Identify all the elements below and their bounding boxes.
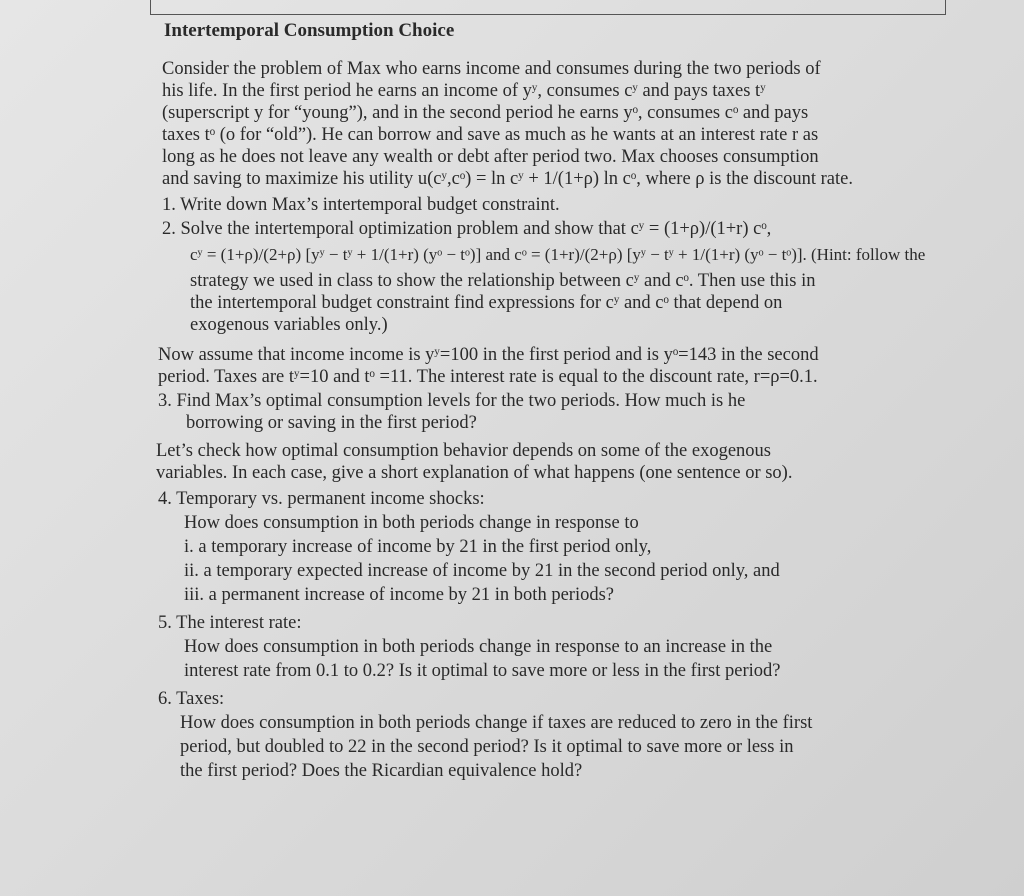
paragraph-line: and saving to maximize his utility u(cʸ,cᵒ) = ln cʸ + 1/(1+ρ) ln cᵒ, where ρ is the discount rate.	[162, 169, 853, 189]
document-page	[150, 14, 950, 884]
list-item: i. a temporary increase of income by 21 in the first period only,	[184, 537, 652, 557]
question-3: 3. Find Max’s optimal consumption levels for the two periods. How much is he	[158, 391, 746, 411]
paragraph-line: How does consumption in both periods change in response to	[184, 513, 639, 533]
question-5: 5. The interest rate:	[158, 613, 302, 633]
paragraph-line: interest rate from 0.1 to 0.2? Is it optimal to save more or less in the first period?	[184, 661, 781, 681]
paragraph-line: How does consumption in both periods change in response to an increase in the	[184, 637, 773, 657]
paragraph-line: variables. In each case, give a short explanation of what happens (one sentence or so).	[156, 463, 793, 483]
paragraph-line: the intertemporal budget constraint find expressions for cʸ and cᵒ that depend on	[190, 293, 783, 313]
paragraph-line: the first period? Does the Ricardian equivalence hold?	[180, 761, 583, 781]
document-title: Intertemporal Consumption Choice	[164, 20, 455, 41]
paragraph-line: long as he does not leave any wealth or debt after period two. Max chooses consumption	[162, 147, 819, 167]
list-item: iii. a permanent increase of income by 21 in both periods?	[184, 585, 614, 605]
paragraph-line: period. Taxes are tʸ=10 and tᵒ =11. The interest rate is equal to the discount rate, r=ρ=0.1.	[158, 367, 818, 387]
paragraph-line: (superscript y for “young”), and in the second period he earns yᵒ, consumes cᵒ and pays	[162, 103, 809, 123]
question-2: 2. Solve the intertemporal optimization problem and show that cʸ = (1+ρ)/(1+r) cᵒ,	[162, 219, 772, 239]
paragraph-line: borrowing or saving in the first period?	[186, 413, 477, 433]
paragraph-line: exogenous variables only.)	[190, 315, 388, 335]
paragraph-line: taxes tᵒ (o for “old”). He can borrow and save as much as he wants at an interest rate r as	[162, 125, 819, 145]
paragraph-line: his life. In the first period he earns an income of yʸ, consumes cʸ and pays taxes tʸ	[162, 81, 766, 101]
paragraph-line: Consider the problem of Max who earns income and consumes during the two periods of	[162, 59, 821, 79]
page-frame	[150, 0, 946, 15]
paragraph-line: Let’s check how optimal consumption behavior depends on some of the exogenous	[156, 441, 771, 461]
paragraph-line: strategy we used in class to show the relationship between cʸ and cᵒ. Then use this in	[190, 271, 816, 291]
list-item: ii. a temporary expected increase of income by 21 in the second period only, and	[184, 561, 780, 581]
paragraph-line: Now assume that income income is yʸ=100 in the first period and is yᵒ=143 in the second	[158, 345, 819, 365]
paragraph-line: How does consumption in both periods change if taxes are reduced to zero in the first	[180, 713, 813, 733]
paragraph-line: period, but doubled to 22 in the second period? Is it optimal to save more or less in	[180, 737, 794, 757]
question-4: 4. Temporary vs. permanent income shocks:	[158, 489, 485, 509]
question-1: 1. Write down Max’s intertemporal budget constraint.	[162, 195, 560, 215]
equation-line: cʸ = (1+ρ)/(2+ρ) [yʸ − tʸ + 1/(1+r) (yᵒ − tᵒ)] and cᵒ = (1+r)/(2+ρ) [yʸ − tʸ + 1/(1+r) (yᵒ − tᵒ)]. (Hint: follow the	[190, 245, 926, 264]
question-6: 6. Taxes:	[158, 689, 225, 709]
